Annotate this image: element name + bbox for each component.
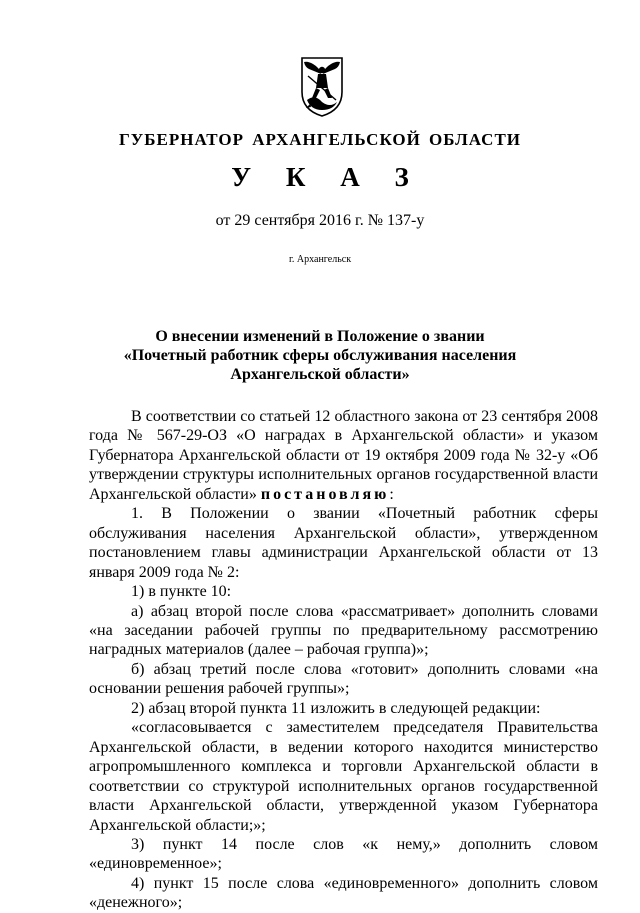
paragraph: а) абзац второй после слова «рассматривает» дополнить словами «на заседании рабочей группы по предварительному рассмотрению наградных материалов (далее – рабочая группа)»; [89, 602, 598, 659]
document-body [89, 407, 598, 913]
paragraph: 4) пункт 15 после слова «единовременного» дополнить словом «денежного»; [89, 874, 598, 912]
issuing-authority: ГУБЕРНАТОР АРХАНГЕЛЬСКОЙ ОБЛАСТИ [118, 130, 522, 149]
arkhangelsk-coat-of-arms-icon [300, 56, 344, 118]
document-type: У К А З [231, 162, 423, 192]
document-date-number: от 29 сентября 2016 г. № 137-у [215, 212, 425, 229]
paragraph: «согласовывается с заместителем председателя Правительства Архангельской области, в ведении которого находится министерство агропромышленного комплекса и торговли Архангельской области в соответствии со структурой исполнительных органов государственной власти Архангельской области, утвержденной указом Губернатора Архангельской области;»; [89, 719, 598, 834]
paragraph: 2) абзац второй пункта 11 изложить в следующей редакции: [131, 699, 541, 717]
paragraph: 3) пункт 14 после слов «к нему,» дополнить словом «единовременное»; [89, 835, 598, 873]
paragraph: 1) в пункте 10: [131, 583, 232, 601]
title-line: «Почетный работник сферы обслуживания населения [123, 347, 517, 364]
document-title [90, 327, 550, 384]
document-place: г. Архангельск [288, 254, 352, 265]
title-line: Архангельской области» [230, 366, 410, 383]
paragraph: б) абзац третий после слова «готовит» дополнить словами «на основании решения рабочей группы»; [89, 660, 598, 698]
paragraph: 1. В Положении о звании «Почетный работник сферы обслуживания населения Архангельской области», утвержденном постановлением главы администрации Архангельской области от 13 января 2009 года № 2: [89, 505, 598, 581]
decree-colon: : [389, 485, 394, 503]
preamble-text: В соответствии со статьей 12 областного закона от 23 сентября 2008 года № 567-29-ОЗ «О наградах в Архангельской области» и указом Губернатора Архангельской области от 19 октября 2009 года № 32-у «Об утверждении структуры исполнительных органов государственной власти Архангельской области» [89, 408, 598, 503]
title-line: О внесении изменений в Положение о звании [155, 328, 485, 345]
decree-word: постановляю [260, 485, 390, 503]
paragraph-preamble [89, 407, 598, 504]
